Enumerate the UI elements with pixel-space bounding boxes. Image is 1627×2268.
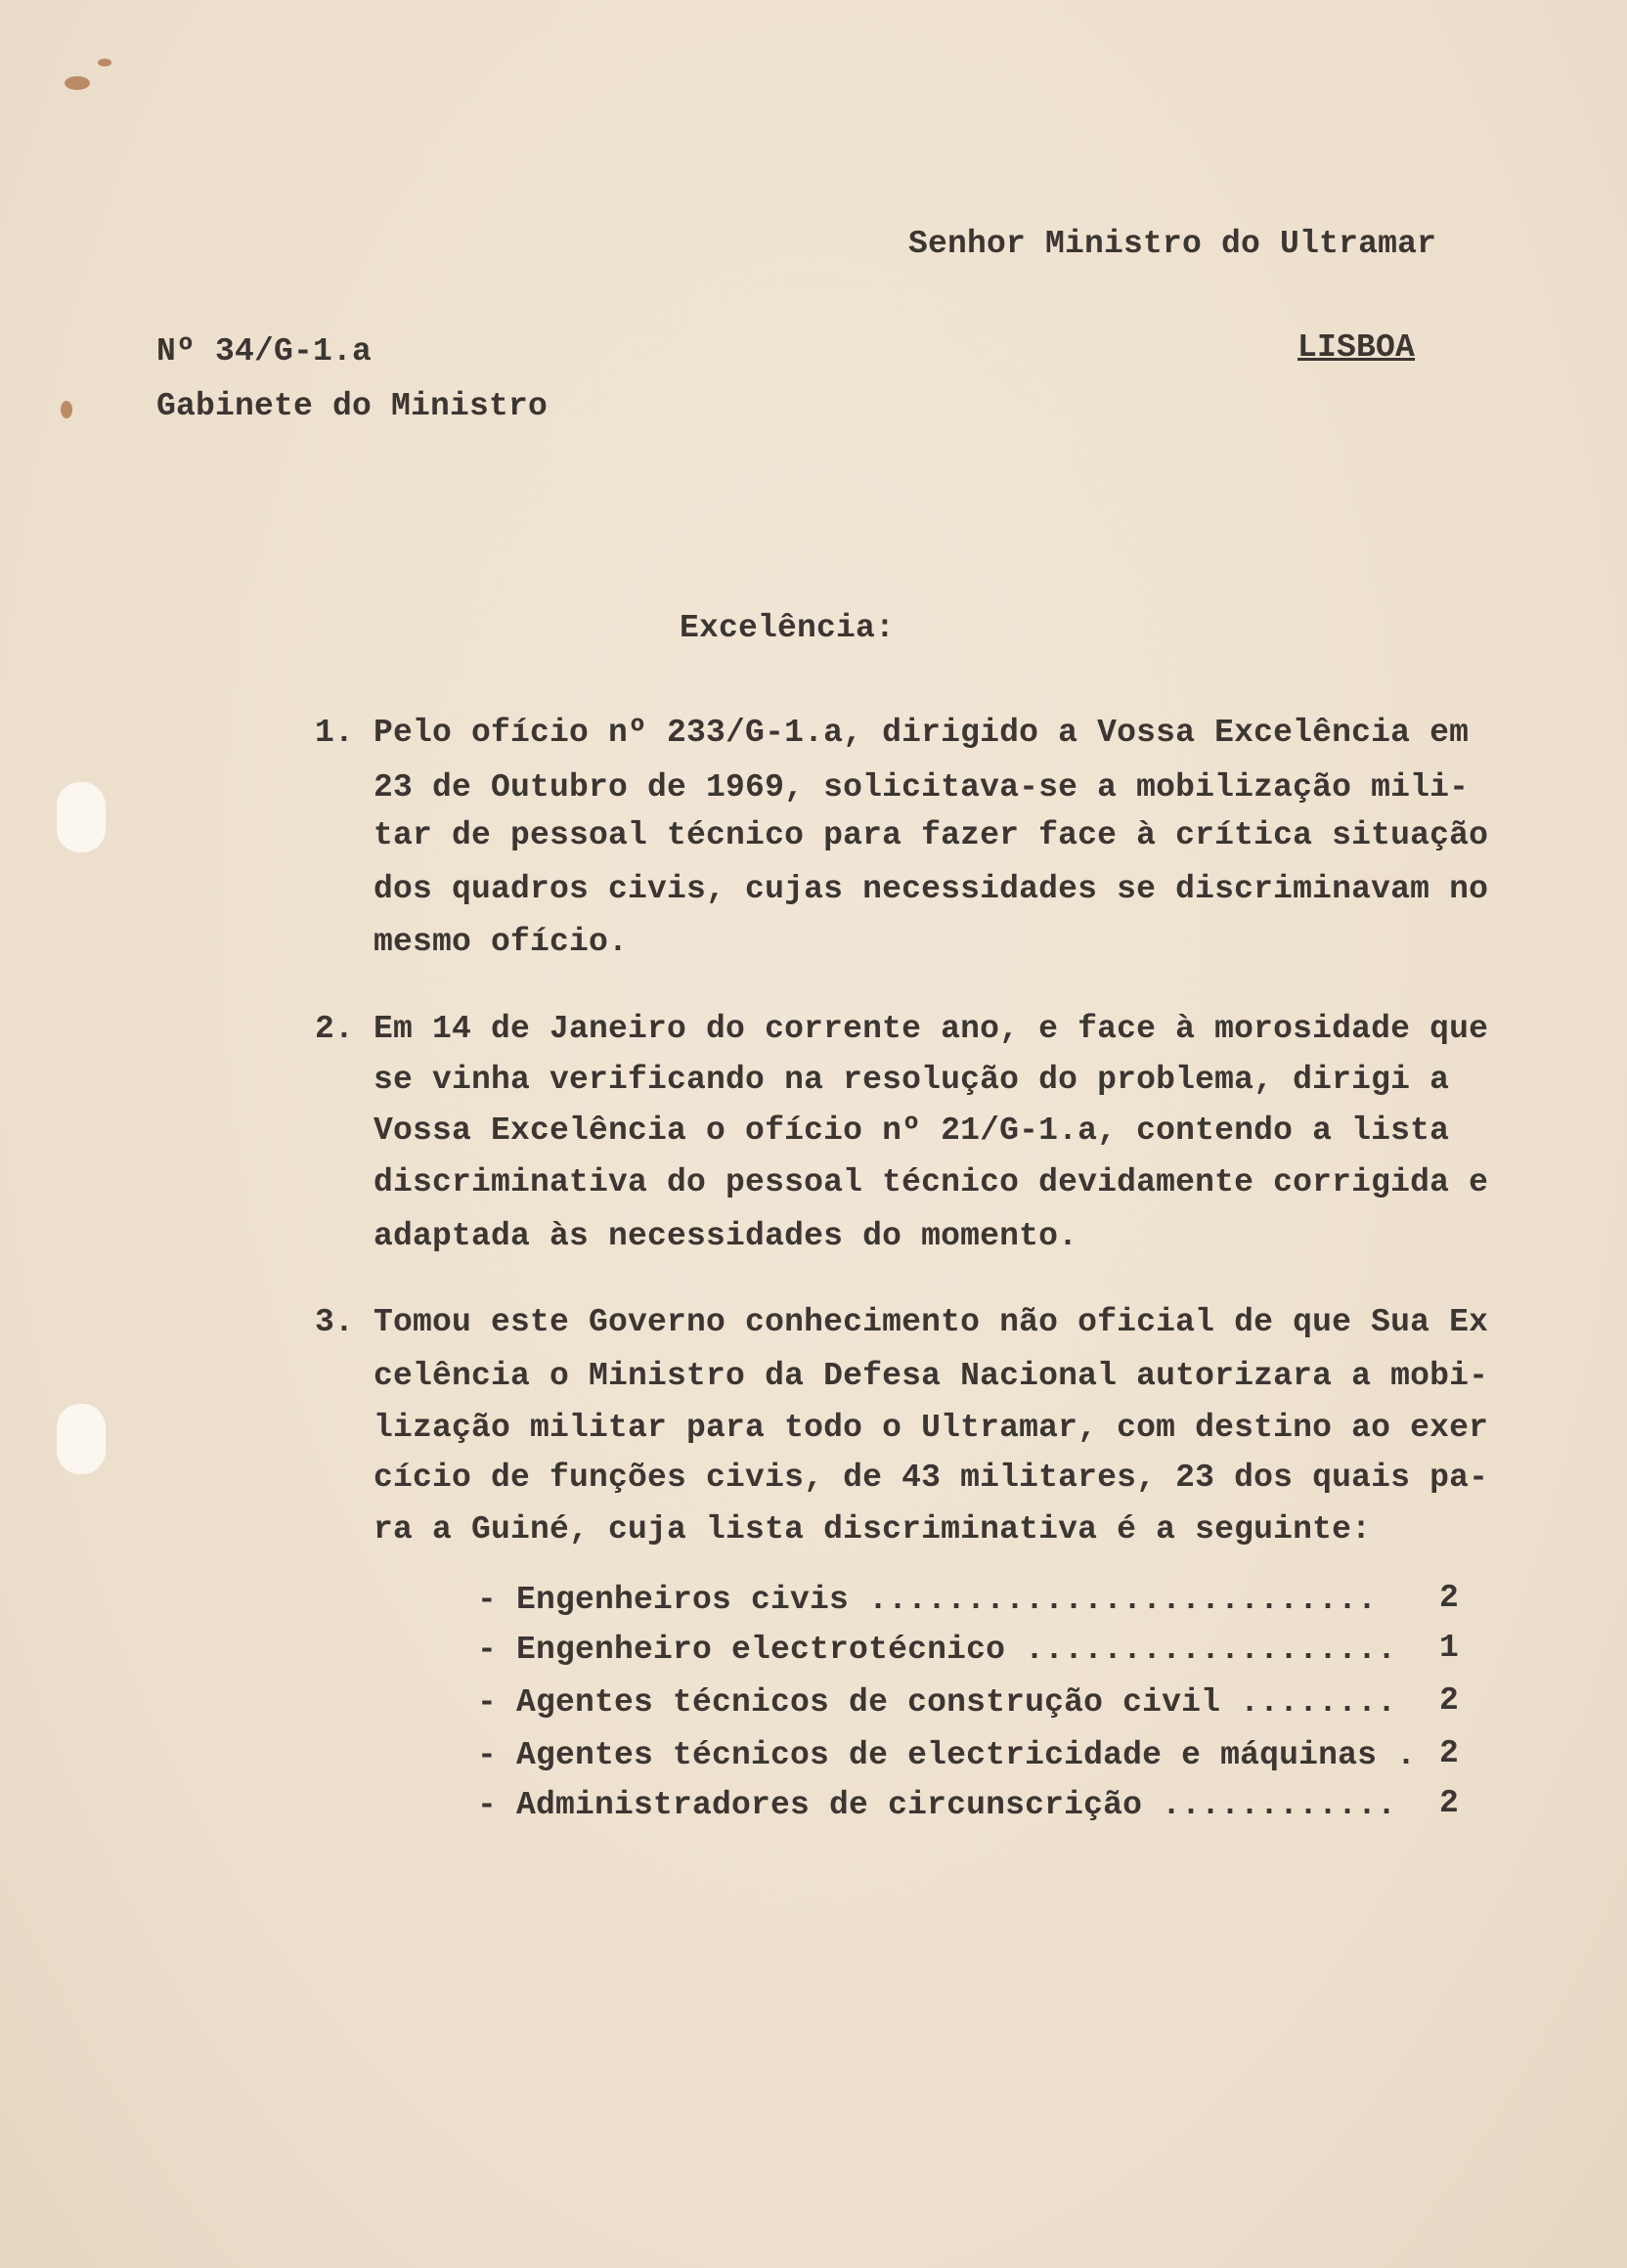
paragraph-line: Vossa Excelência o ofício nº 21/G-1.a, contendo a lista [374, 1112, 1450, 1149]
list-item-count: 1 [1439, 1630, 1460, 1666]
paragraph-line: dos quadros civis, cujas necessidades se discriminavam no [374, 871, 1489, 907]
paragraph-line: Pelo ofício nº 233/G-1.a, dirigido a Vossa Excelência em [374, 715, 1470, 751]
paragraph-line: tar de pessoal técnico para fazer face à crítica situação [374, 817, 1489, 853]
paragraph-line: celência o Ministro da Defesa Nacional autorizara a mobi- [374, 1358, 1489, 1394]
paragraph-line: lização militar para todo o Ultramar, com destino ao exer [374, 1410, 1489, 1446]
punch-hole [57, 782, 106, 852]
paragraph-line: 23 de Outubro de 1969, solicitava-se a mobilização mili- [374, 769, 1470, 806]
paragraph-line: discriminativa do pessoal técnico devidamente corrigida e [374, 1164, 1489, 1200]
salutation: Excelência: [680, 610, 896, 646]
paragraph-line: Em 14 de Janeiro do corrente ano, e face à morosidade que [374, 1011, 1489, 1047]
paragraph-line: Tomou este Governo conhecimento não oficial de que Sua Ex [374, 1304, 1489, 1340]
paragraph-line: adaptada às necessidades do momento. [374, 1218, 1078, 1254]
paragraph-line: mesmo ofício. [374, 924, 629, 960]
paragraph-line: se vinha verificando na resolução do problema, dirigi a [374, 1062, 1450, 1098]
list-item-label: - Administradores de circunscrição ............ [477, 1787, 1397, 1823]
rust-stain [65, 76, 90, 90]
office: Gabinete do Ministro [156, 388, 549, 424]
rust-stain [61, 401, 72, 418]
list-item-label: - Agentes técnicos de construção civil ........ [477, 1684, 1397, 1721]
list-item-count: 2 [1439, 1580, 1460, 1616]
list-item-label: - Engenheiros civis .......................... [477, 1582, 1378, 1618]
punch-hole [57, 1404, 106, 1474]
list-item-label: - Agentes técnicos de electricidade e máquinas . [477, 1737, 1417, 1773]
paragraph-line: cício de funções civis, de 43 militares, 23 dos quais pa- [374, 1460, 1489, 1496]
paragraph-number: 3. [315, 1304, 355, 1340]
rust-stain [98, 59, 111, 66]
list-item-count: 2 [1439, 1682, 1460, 1719]
list-item-label: - Engenheiro electrotécnico ................... [477, 1632, 1397, 1668]
addressee: Senhor Ministro do Ultramar [908, 226, 1437, 262]
list-item-count: 2 [1439, 1735, 1460, 1771]
paragraph-number: 1. [315, 715, 355, 751]
list-item-count: 2 [1439, 1785, 1460, 1821]
paragraph-number: 2. [315, 1011, 355, 1047]
city: LISBOA [1297, 329, 1416, 366]
paragraph-line: ra a Guiné, cuja lista discriminativa é a seguinte: [374, 1511, 1372, 1548]
reference-number: Nº 34/G-1.a [156, 333, 373, 370]
